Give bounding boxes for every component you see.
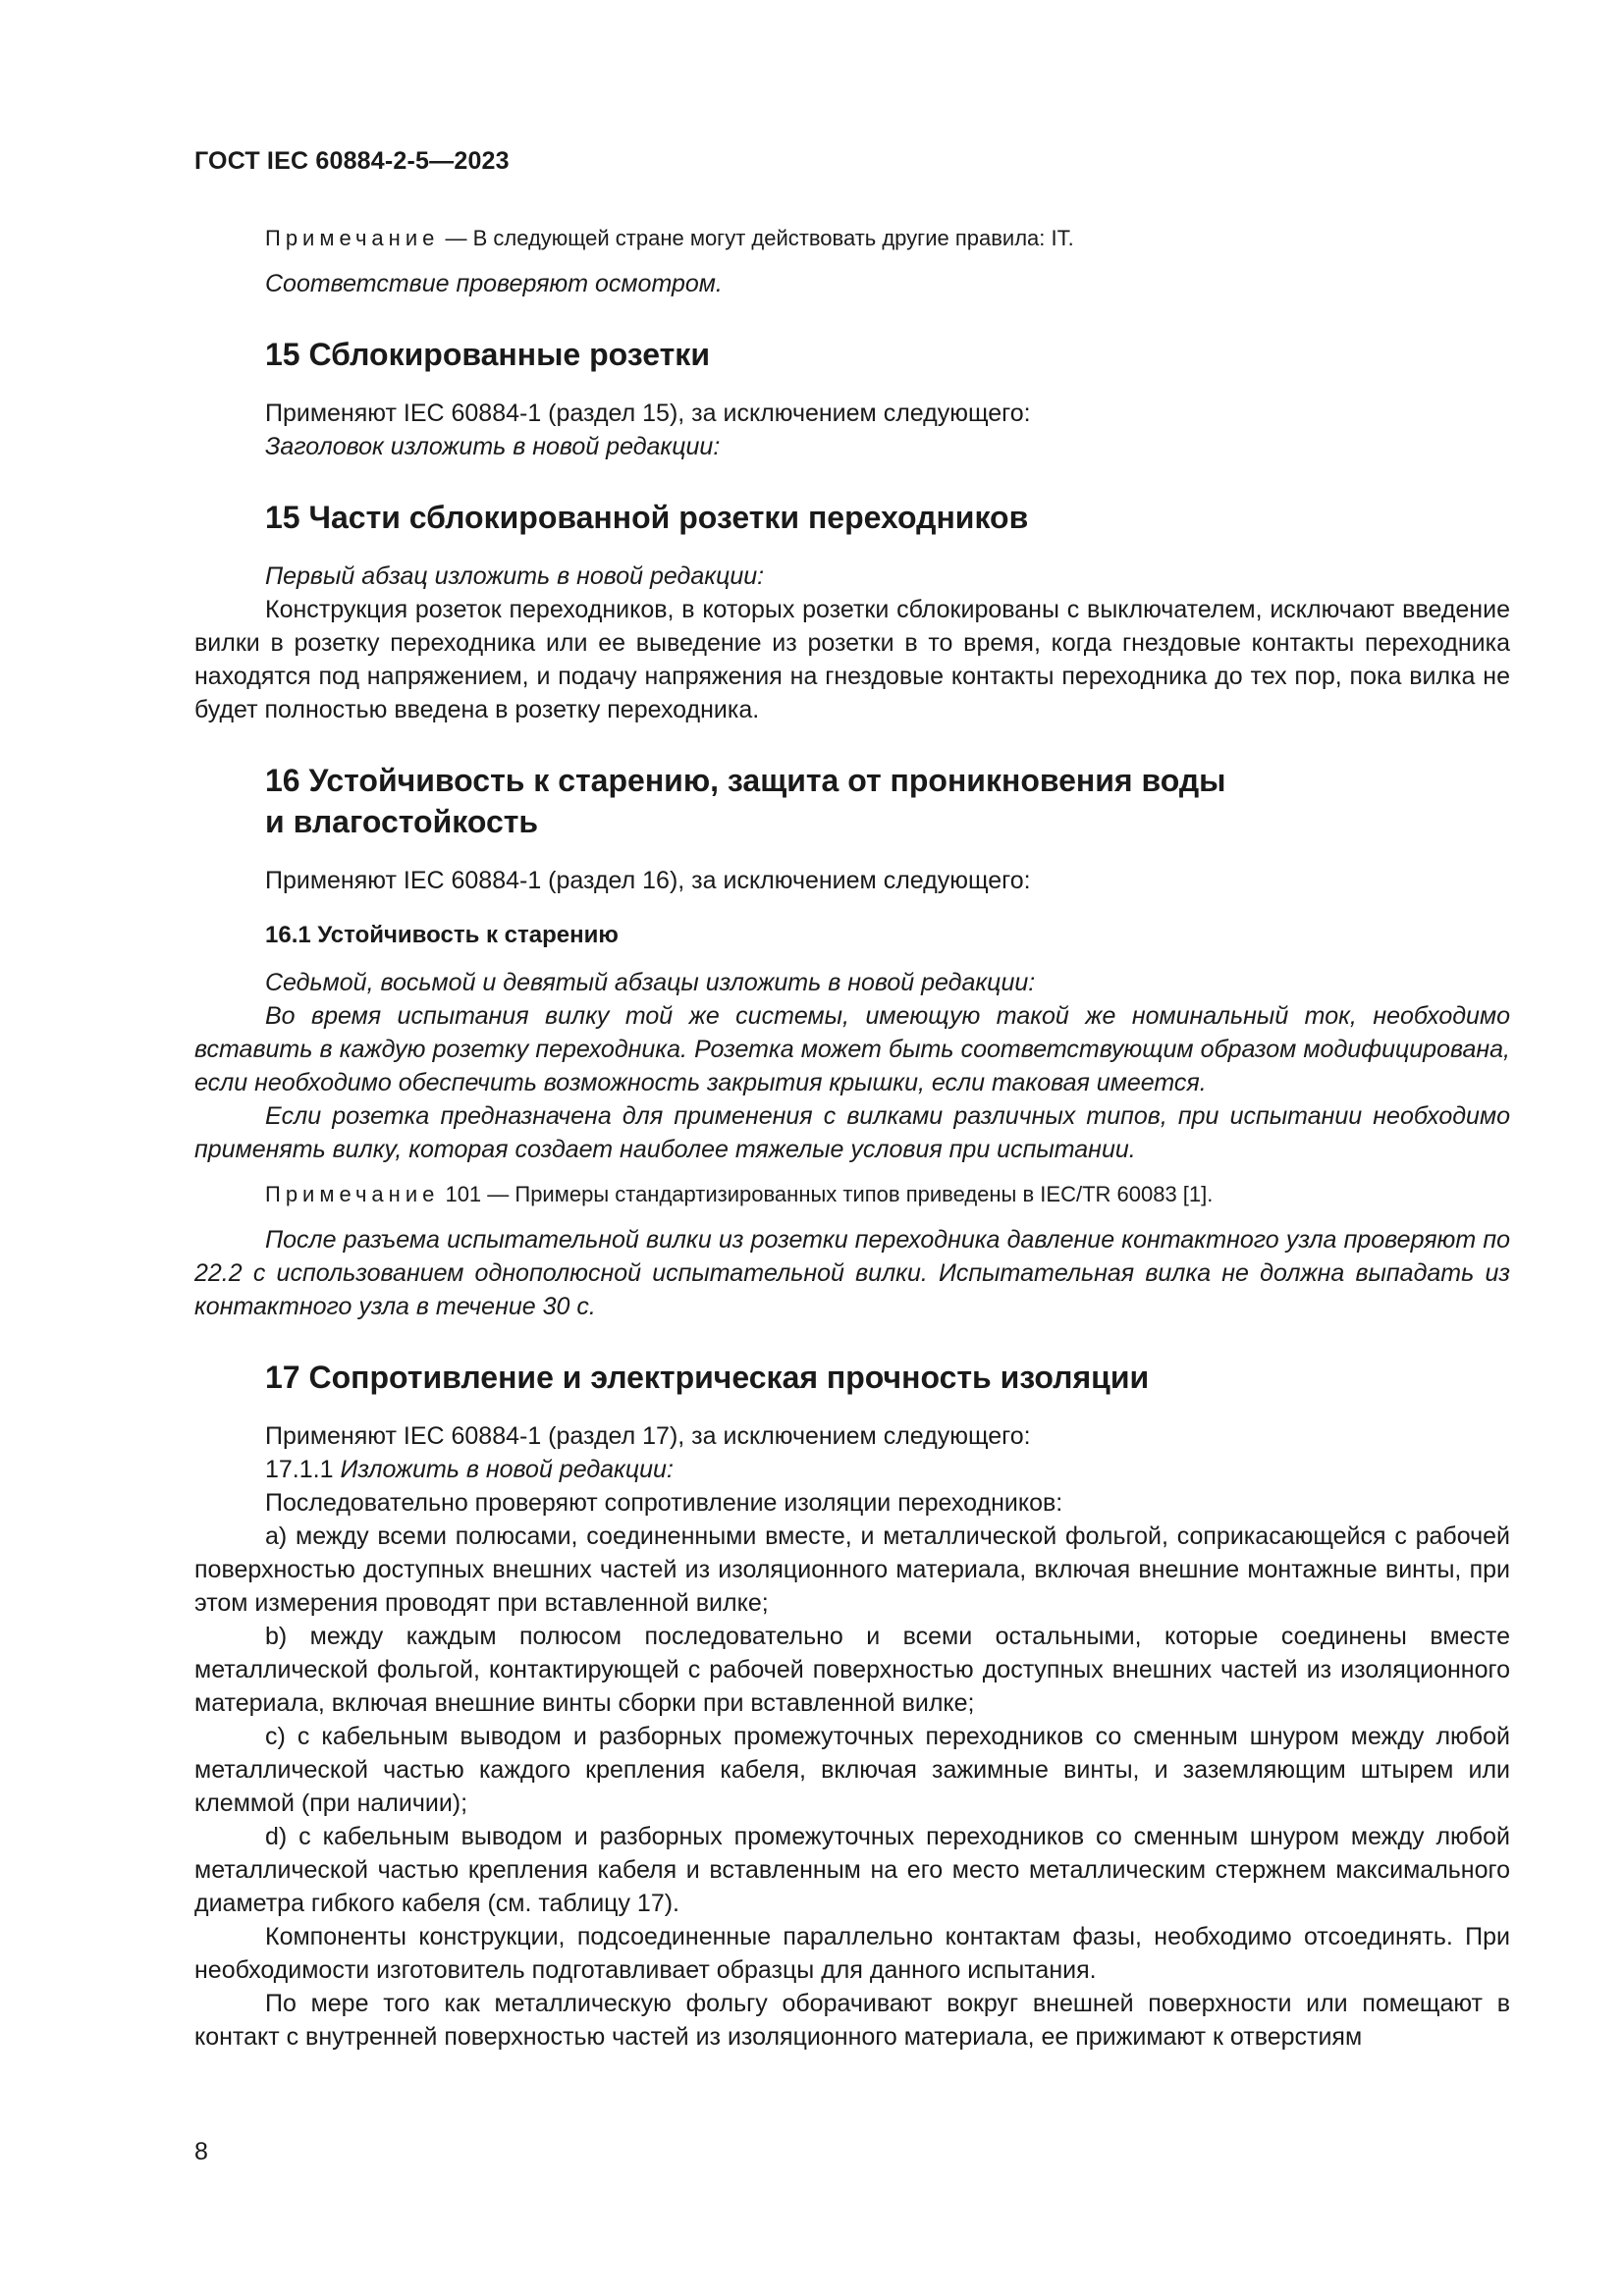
section-15-instruction: Заголовок изложить в новой редакции: (265, 433, 721, 460)
clause-17-1-1 (194, 1453, 1510, 1486)
section-16-heading-line1: 16 Устойчивость к старению, защита от проникновения воды (265, 763, 1226, 798)
list-item-a: a) между всеми полюсами, соединенными вместе, и металлической фольгой, соприкасающейся с рабочей поверхностью доступных внешних частей из изоляционного материала, включая внешние монтажные винты, при этом измерения проводят при вставленной вилке; (194, 1522, 1510, 1617)
list-item-b: b) между каждым полюсом последовательно и всеми остальными, которые соединены вместе металлической фольгой, контактирующей с рабочей поверхностью доступных внешних частей из изоляционного материала, включая внешние винты сборки при вставленной вилке; (194, 1623, 1510, 1717)
section-16-apply: Применяют IEC 60884-1 (раздел 16), за исключением следующего: (265, 867, 1031, 894)
subsection-16-1-heading: 16.1 Устойчивость к старению (265, 922, 619, 948)
section-17-heading: 17 Сопротивление и электрическая прочность изоляции (265, 1360, 1150, 1395)
note-101 (194, 1180, 1510, 1209)
note-text: — В следующей стране могут действовать другие правила: IT. (439, 226, 1074, 250)
document-code-header: ГОСТ IEC 60884-2-5—2023 (194, 147, 510, 175)
section-17-intro: Последовательно проверяют сопротивление изоляции переходников: (265, 1489, 1063, 1517)
section-15-new-heading: 15 Части сблокированной розетки переходников (265, 500, 1029, 535)
section-16-heading (194, 760, 1510, 842)
subsection-16-1-paragraph-1: Во время испытания вилку той же системы, имеющую такой же номинальный ток, необходимо вставить в каждую розетку переходника. Розетка может быть соответствующим образом модифицирована, если необходимо обеспечить возможность закрытия крышки, если таковая имеется. (194, 1002, 1510, 1096)
note-text: 101 — Примеры стандартизированных типов приведены в IEC/TR 60083 [1]. (439, 1182, 1214, 1206)
section-15-paragraph-instruction: Первый абзац изложить в новой редакции: (265, 562, 765, 590)
section-15-paragraph: Конструкция розеток переходников, в которых розетки сблокированы с выключателем, исключают введение вилки в розетку переходника или ее выведение из розетки в то время, когда гнездовые контакты переходника находятся под напряжением, и подачу напряжения на гнездовые контакты переходника до тех пор, пока вилка не будет полностью введена в розетку переходника. (194, 596, 1510, 723)
subsection-16-1-paragraph-3: После разъема испытательной вилки из розетки переходника давление контактного узла проверяют по 22.2 с использованием однополюсной испытательной вилки. Испытательная вилка не должна выпадать из контактного узла в течение 30 с. (194, 1226, 1510, 1320)
clause-number: 17.1.1 (265, 1456, 341, 1483)
document-body (194, 224, 1510, 2054)
page-number: 8 (194, 2138, 208, 2165)
note-countries (194, 224, 1510, 253)
list-item-d: d) с кабельным выводом и разборных промежуточных переходников со сменным шнуром между любой металлической частью крепления кабеля и вставленным на его место металлическим стержнем максимального диаметра гибкого кабеля (см. таблицу 17). (194, 1823, 1510, 1917)
section-17-paragraph-1: Компоненты конструкции, подсоединенные параллельно контактам фазы, необходимо отсоединять. При необходимости изготовитель подготавливает образцы для данного испытания. (194, 1923, 1510, 1984)
note-label: Примечание (265, 226, 440, 250)
compliance-text: Соответствие проверяют осмотром. (265, 270, 723, 297)
section-15-heading: 15 Сблокированные розетки (265, 337, 710, 372)
section-15-apply: Применяют IEC 60884-1 (раздел 15), за исключением следующего: (265, 400, 1031, 427)
section-17-apply: Применяют IEC 60884-1 (раздел 17), за исключением следующего: (265, 1422, 1031, 1450)
list-item-c: c) с кабельным выводом и разборных промежуточных переходников со сменным шнуром между любой металлической частью каждого крепления кабеля, включая зажимные винты, и заземляющим штырем или клеммой (при наличии); (194, 1723, 1510, 1817)
clause-instruction: Изложить в новой редакции: (340, 1456, 674, 1483)
section-16-heading-line2: и влагостойкость (265, 804, 539, 839)
subsection-16-1-paragraph-2: Если розетка предназначена для применения с вилками различных типов, при испытании необходимо применять вилку, которая создает наиболее тяжелые условия при испытании. (194, 1102, 1510, 1163)
note-label: Примечание (265, 1182, 440, 1206)
section-17-paragraph-2: По мере того как металлическую фольгу оборачивают вокруг внешней поверхности или помещают в контакт с внутренней поверхностью частей из изоляционного материала, ее прижимают к отверстиям (194, 1990, 1510, 2051)
subsection-16-1-instruction: Седьмой, восьмой и девятый абзацы изложить в новой редакции: (265, 969, 1036, 996)
